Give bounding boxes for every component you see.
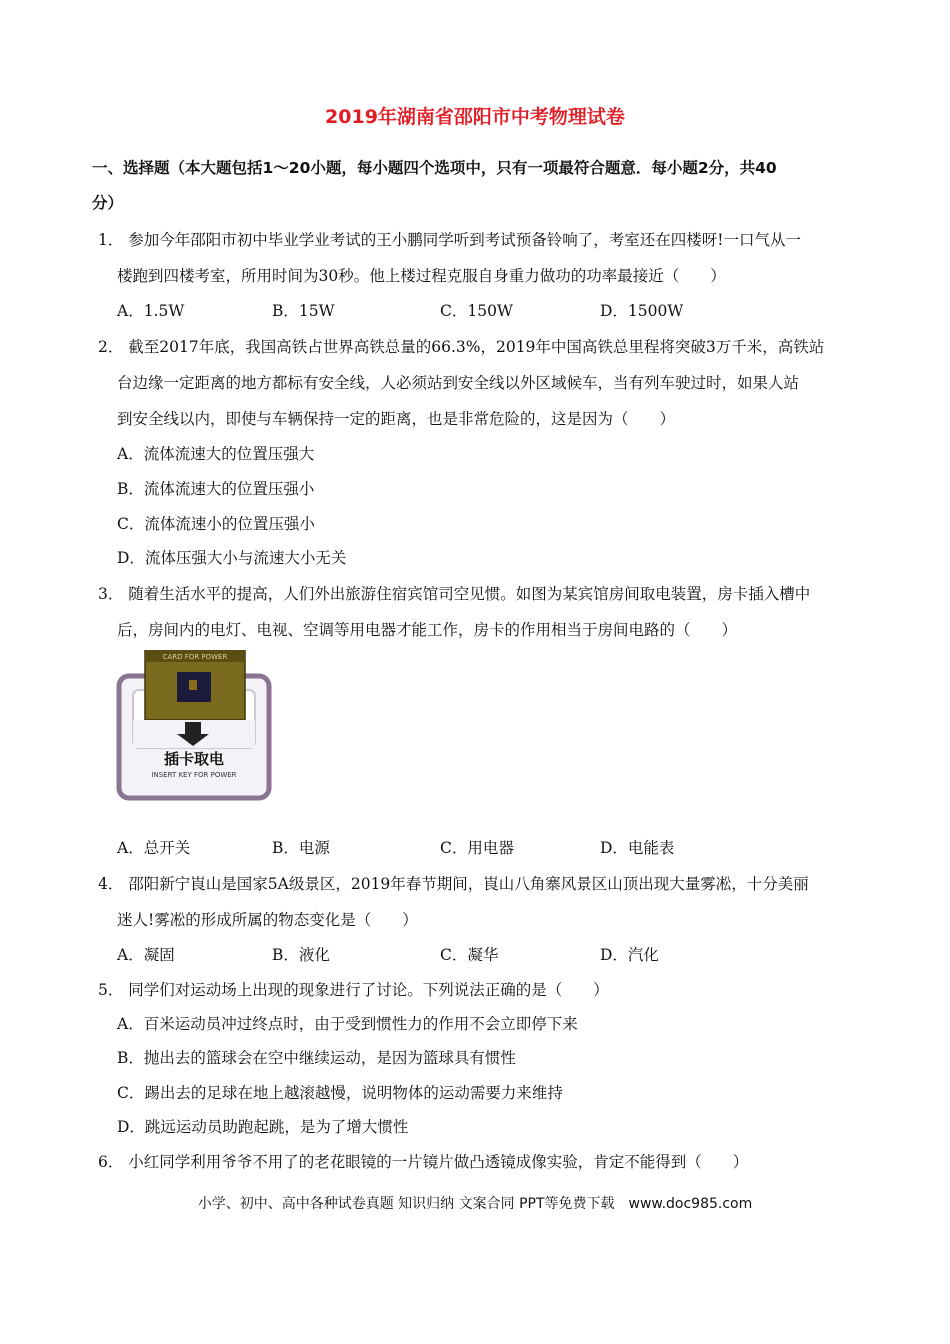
q5-option-a: A．百米运动员冲过终点时，由于受到惯性力的作用不会立即停下来 xyxy=(117,1015,578,1033)
card-text: CARD FOR POWER xyxy=(162,653,228,661)
question-2-line3: 到安全线以内，即使与车辆保持一定的距离，也是非常危险的，这是因为（ ） xyxy=(117,410,676,428)
q4-option-b: B．液化 xyxy=(272,946,330,964)
q4-option-d: D．汽化 xyxy=(600,946,659,964)
q1-option-d: D．1500W xyxy=(600,302,684,320)
card-power-slot-figure xyxy=(115,650,275,802)
question-3-line1: 3． 随着生活水平的提高，人们外出旅游住宿宾馆司空见惯。如图为某宾馆房间取电装置，房卡插入槽中 xyxy=(98,585,811,603)
q2-option-b: B．流体流速大的位置压强小 xyxy=(117,480,315,498)
question-5-line1: 5． 同学们对运动场上出现的现象进行了讨论。下列说法正确的是（ ） xyxy=(98,981,609,999)
page-title: 2019年湖南省邵阳市中考物理试卷 xyxy=(325,106,625,128)
card-slot-illustration xyxy=(115,650,275,802)
page-footer: 小学、初中、高中各种试卷真题 知识归纳 文案合同 PPT等免费下载 www.doc985.com xyxy=(197,1196,753,1212)
q1-option-a: A．1.5W xyxy=(117,302,185,320)
q3-option-b: B．电源 xyxy=(272,839,330,857)
q3-option-d: D．电能表 xyxy=(600,839,675,857)
q5-option-c: C．踢出去的足球在地上越滚越慢，说明物体的运动需要力来维持 xyxy=(117,1084,563,1102)
insert-arrow-shaft xyxy=(185,722,201,734)
q2-option-a: A．流体流速大的位置压强大 xyxy=(117,445,315,463)
q1-option-b: B．15W xyxy=(272,302,335,320)
question-6-line1: 6． 小红同学利用爷爷不用了的老花眼镜的一片镜片做凸透镜成像实验，肯定不能得到（ ） xyxy=(98,1153,749,1171)
card-chip-contact xyxy=(189,680,197,690)
section-heading-line1: 一、选择题（本大题包括1～20小题，每小题四个选项中，只有一项最符合题意．每小题2分，共40 xyxy=(92,159,777,177)
q2-option-d: D．流体压强大小与流速大小无关 xyxy=(117,549,347,567)
question-2-line2: 台边缘一定距离的地方都标有安全线，人必须站到安全线以外区域候车，当有列车驶过时，如果人站 xyxy=(117,374,800,392)
section-heading-line2: 分） xyxy=(92,194,124,212)
question-2-line1: 2． 截至2017年底，我国高铁占世界高铁总量的66.3%，2019年中国高铁总里程将突破3万千米，高铁站 xyxy=(98,338,825,356)
q2-option-c: C．流体流速小的位置压强小 xyxy=(117,515,315,533)
q4-option-a: A．凝固 xyxy=(117,946,175,964)
q5-option-d: D．跳远运动员助跑起跳，是为了增大惯性 xyxy=(117,1118,409,1136)
q4-option-c: C．凝华 xyxy=(440,946,499,964)
q1-option-c: C．150W xyxy=(440,302,513,320)
q3-option-c: C．用电器 xyxy=(440,839,514,857)
question-4-line1: 4． 邵阳新宁崀山是国家5A级景区，2019年春节期间，崀山八角寨风景区山顶出现大量雾凇，十分美丽 xyxy=(98,875,809,893)
question-1-line2: 楼跑到四楼考室，所用时间为30秒。他上楼过程克服自身重力做功的功率最接近（ ） xyxy=(117,267,726,285)
question-1-line1: 1． 参加今年邵阳市初中毕业学业考试的王小鹏同学听到考试预备铃响了，考室还在四楼呀!一口气从一 xyxy=(98,231,802,249)
question-3-line2: 后，房间内的电灯、电视、空调等用电器才能工作，房卡的作用相当于房间电路的（ ） xyxy=(117,621,738,639)
q5-option-b: B．抛出去的篮球会在空中继续运动，是因为篮球具有惯性 xyxy=(117,1049,516,1067)
q3-option-a: A．总开关 xyxy=(117,839,191,857)
question-4-line2: 迷人!雾凇的形成所属的物态变化是（ ） xyxy=(117,911,418,929)
slot-label-cn: 插卡取电 xyxy=(163,750,225,768)
slot-label-en: INSERT KEY FOR POWER xyxy=(151,771,237,779)
